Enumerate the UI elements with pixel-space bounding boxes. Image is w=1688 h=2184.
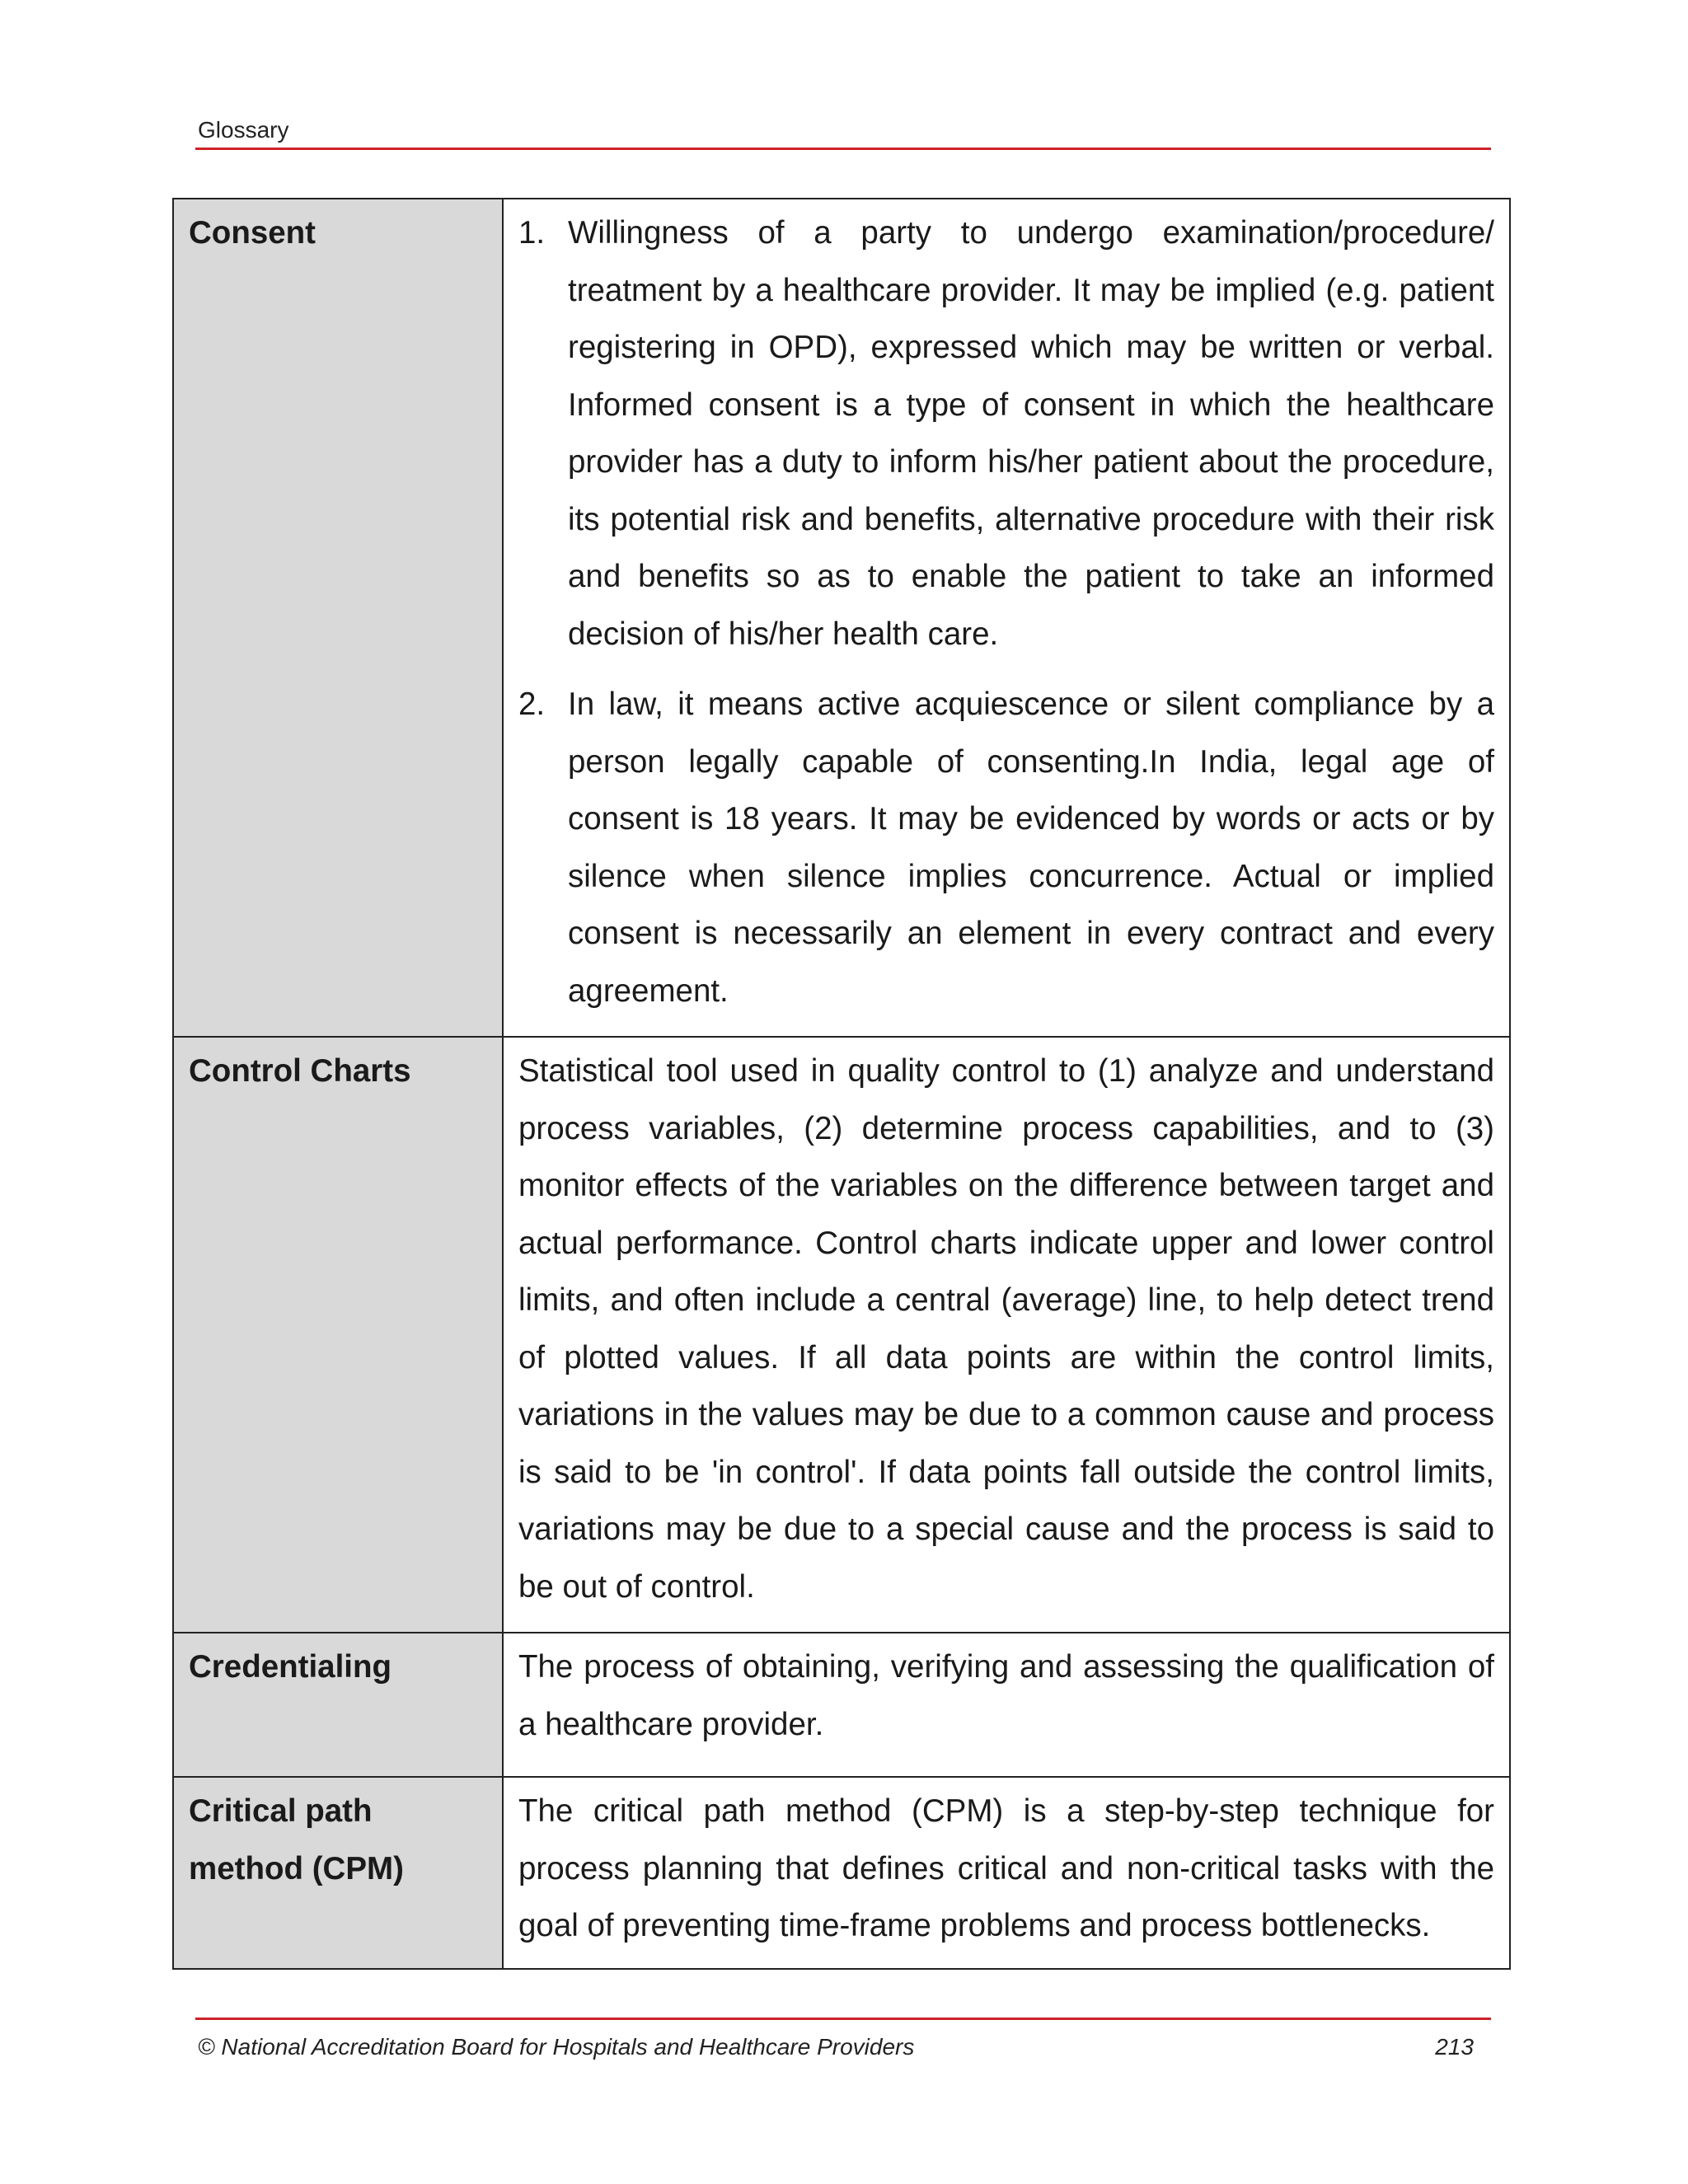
definition-cell: The process of obtaining, verifying and assessing the qualification of a healthcare provider. (503, 1633, 1510, 1777)
list-item-number: 2. (518, 687, 546, 722)
definition-cell (503, 199, 1510, 1037)
page-number: 213 (1435, 2034, 1474, 2060)
term-cell: Control Charts (173, 1037, 503, 1633)
list-item-number: 1. (518, 215, 546, 251)
definition-cell: The critical path method (CPM) is a step-by-step technique for process planning that defines critical and non-critical tasks with the goal of preventing time-frame problems and process bottlenecks. (503, 1777, 1510, 1969)
term-cell: Consent (173, 199, 503, 1037)
term-cell: Critical path method (CPM) (173, 1777, 503, 1969)
table-row (173, 1633, 1510, 1777)
term-cell: Credentialing (173, 1633, 503, 1777)
table-row (173, 1037, 1510, 1633)
footer-rule (195, 2018, 1491, 2020)
header-title: Glossary (198, 117, 289, 143)
list-item-text: In law, it means active acquiescence or silent compliance by a person legally capable of consenting.In India, legal age of consent is 18 years. It may be evidenced by words or acts or by silence when silence implies concurrence. Actual or implied consent is necessarily an element in every contract and every agreement. (568, 687, 1494, 1009)
list-item (518, 204, 1494, 663)
header-rule (195, 148, 1491, 150)
footer-copyright: © National Accreditation Board for Hospitals and Healthcare Providers (198, 2034, 915, 2060)
table-row (173, 1777, 1510, 1969)
glossary-table (172, 198, 1511, 1970)
list-item-text: Willingness of a party to undergo examination/procedure/ treatment by a healthcare provider. It may be implied (e.g. patient registering in OPD), expressed which may be written or verbal. Informed consent is a type of consent in which the healthcare provider has a duty to inform his/her patient about the procedure, its potential risk and benefits, alternative procedure with their risk and benefits so as to enable the patient to take an informed decision of his/her health care. (568, 215, 1494, 652)
list-item (518, 676, 1494, 1019)
table-row (173, 199, 1510, 1037)
definition-cell: Statistical tool used in quality control to (1) analyze and understand process variables, (2) determine process capabilities, and to (3) monitor effects of the variables on the difference between target and actual performance. Control charts indicate upper and lower control limits, and often include a central (average) line, to help detect trend of plotted values. If all data points are within the control limits, variations in the values may be due to a common cause and process is said to be 'in control'. If data points fall outside the control limits, variations may be due to a special cause and the process is said to be out of control. (503, 1037, 1510, 1633)
definition-list (518, 204, 1494, 1019)
